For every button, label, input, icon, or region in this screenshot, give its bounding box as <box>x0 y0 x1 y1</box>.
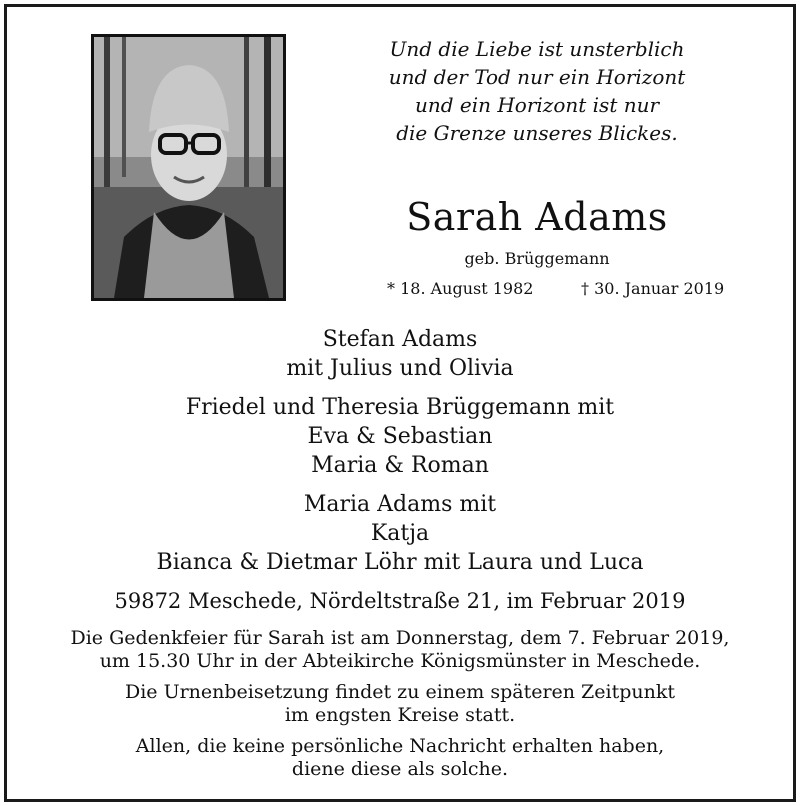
mourner-group <box>7 490 793 577</box>
deceased-name: Sarah Adams <box>406 195 668 239</box>
place-date: 59872 Meschede, Nördeltstraße 21, im Februar 2019 <box>114 589 686 613</box>
mourner-line: mit Julius und Olivia <box>286 356 514 381</box>
mourner-line: Katja <box>370 521 430 546</box>
obituary-frame <box>4 4 796 802</box>
mourners-list <box>7 325 793 587</box>
notice-line: Die Urnenbeisetzung findet zu einem späteren Zeitpunkt <box>124 681 675 703</box>
notice-line: Allen, die keine persönliche Nachricht erhalten haben, <box>135 735 665 757</box>
poem-line: Und die Liebe ist unsterblich <box>389 37 685 61</box>
portrait-image <box>94 37 283 298</box>
notice-line: diene diese als solche. <box>291 758 509 780</box>
mourner-line: Eva & Sebastian <box>307 424 493 449</box>
death-date: † 30. Januar 2019 <box>581 279 725 298</box>
poem-line: und der Tod nur ein Horizont <box>388 65 686 89</box>
mourner-line: Maria Adams mit <box>303 492 497 517</box>
mourner-line: Stefan Adams <box>322 327 478 352</box>
poem-line: die Grenze unseres Blickes. <box>396 121 678 145</box>
notice-line: im engsten Kreise statt. <box>284 704 516 726</box>
notices <box>7 627 793 789</box>
notice-line: um 15.30 Uhr in der Abteikirche Königsmünster in Meschede. <box>99 650 701 672</box>
notice-paragraph <box>7 627 793 673</box>
mourner-group <box>7 325 793 383</box>
notice-paragraph <box>7 735 793 781</box>
poem-line: und ein Horizont ist nur <box>414 93 660 117</box>
mourner-line: Bianca & Dietmar Löhr mit Laura und Luca <box>156 550 644 575</box>
mourner-group <box>7 393 793 480</box>
mourner-line: Maria & Roman <box>311 453 489 478</box>
notice-paragraph <box>7 681 793 727</box>
mourner-line: Friedel und Theresia Brüggemann mit <box>185 395 615 420</box>
poem <box>317 35 757 147</box>
maiden-name: geb. Brüggemann <box>464 249 610 268</box>
notice-line: Die Gedenkfeier für Sarah ist am Donnerstag, dem 7. Februar 2019, <box>70 627 730 649</box>
portrait-photo <box>91 34 286 301</box>
birth-date: * 18. August 1982 <box>387 279 534 298</box>
